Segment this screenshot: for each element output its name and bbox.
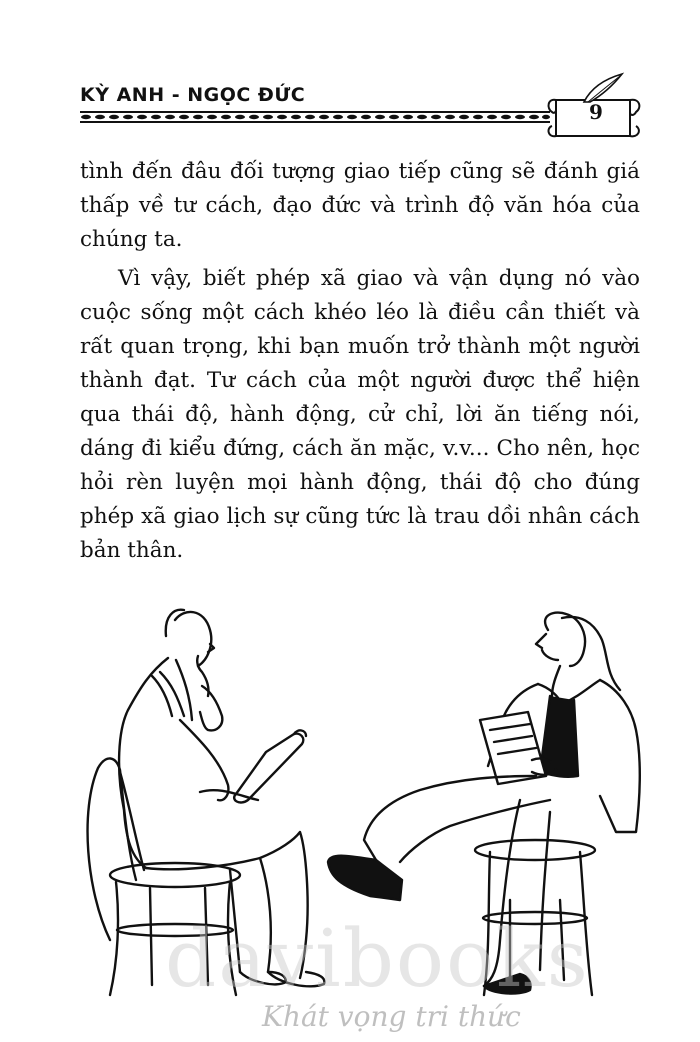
page-number: 9 xyxy=(589,100,603,124)
running-header-title: KỲ ANH - NGỌC ĐỨC xyxy=(80,84,306,106)
watermark-slogan: Khát vọng tri thức xyxy=(262,1000,521,1033)
paragraph-2: Vì vậy, biết phép xã giao và vận dụng nó vào cuộc sống một cách khéo léo là điều cần thiết và rất quan trọng, khi bạn muốn trở thành một người thành đạt. Tư cách của một người được thể hiện qua thái độ, hành động, cử chỉ, lời ăn tiếng nói, dáng đi kiểu đứng, cách ăn mặc, v.v... Cho nên, học hỏi rèn luyện mọi hành động, thái độ cho đúng phép xã giao lịch sự cũng tức là trau dồi nhân cách bản thân. xyxy=(80,266,640,563)
paragraph-1: tình đến đâu đối tượng giao tiếp cũng sẽ đánh giá thấp về tư cách, đạo đức và trình độ văn hóa của chúng ta. xyxy=(80,159,640,252)
watermark-brand: davibooks xyxy=(165,912,590,1005)
header-rule xyxy=(80,110,550,124)
